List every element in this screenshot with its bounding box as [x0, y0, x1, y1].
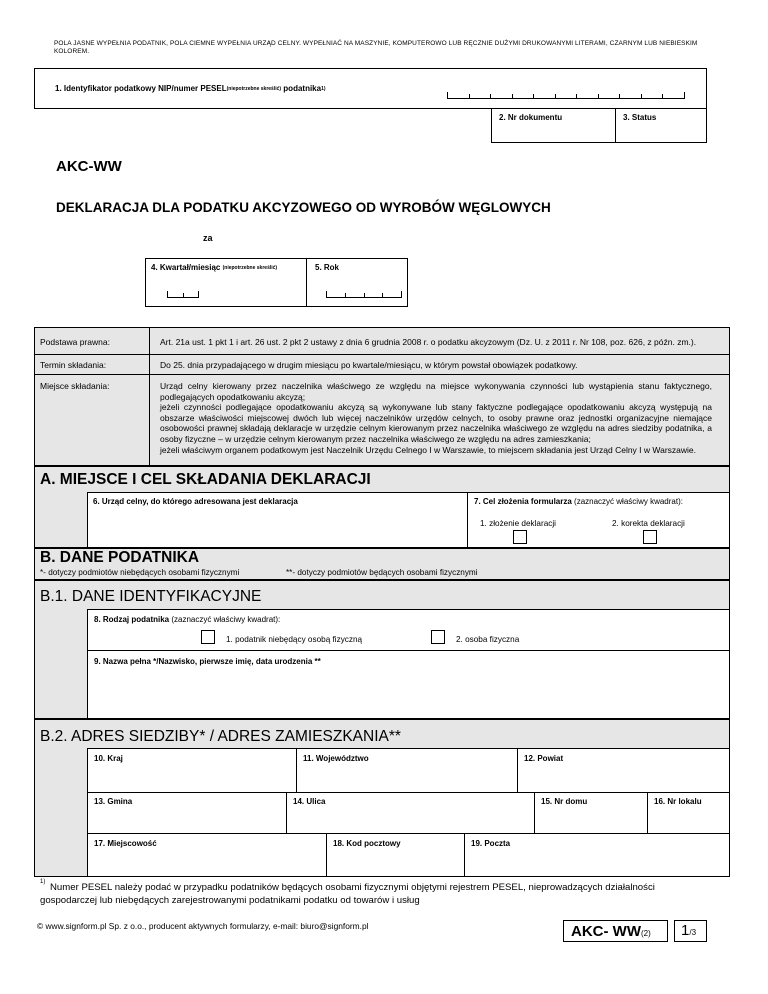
year-comb-field[interactable]	[326, 291, 402, 298]
field-4-text: 4. Kwartał/miesiąc	[151, 263, 221, 272]
field-4-label	[151, 263, 277, 273]
field-19-input[interactable]	[465, 849, 729, 876]
option-zlozenie-label: 1. złożenie deklaracji	[480, 519, 557, 528]
footnote-sup: 1)	[40, 879, 46, 885]
field-14-input[interactable]	[287, 807, 533, 832]
divider	[34, 354, 730, 355]
field-16-label: 16. Nr lokalu	[654, 797, 702, 806]
checkbox-fizyczna[interactable]	[431, 630, 445, 644]
header-instructions: POLA JASNE WYPEŁNIA PODATNIK, POLA CIEMNE WYPEŁNIA URZĄD CELNY. WYPEŁNIAĆ NA MASZYNIE, KOMPUTEROWO LUB RĘCZNIE DUŻYMI DRUKOWANYMI LITERAMI, CZARNYM LUB NIEBIESKIM KOLOREM.	[54, 40, 698, 55]
field-5-label: 5. Rok	[315, 263, 340, 272]
field-18-label: 18. Kod pocztowy	[333, 839, 401, 848]
page-number	[681, 922, 696, 939]
footnote-text	[50, 881, 730, 894]
field-1-note: (niepotrzebne skreślić)	[226, 86, 282, 92]
field-18-input[interactable]	[327, 849, 463, 876]
field-11-input[interactable]	[297, 764, 516, 791]
page-number-current: 1	[681, 922, 690, 939]
divider	[87, 792, 730, 793]
section-b-note-1: *- dotyczy podmiotów niebędących osobami fizycznymi	[40, 568, 240, 577]
field-12-input[interactable]	[518, 764, 729, 791]
field-6-label: 6. Urząd celny, do którego adresowana jest deklaracja	[93, 497, 298, 506]
checkbox-korekta[interactable]	[643, 530, 657, 544]
divider	[87, 833, 730, 834]
field-9-label: 9. Nazwa pełna */Nazwisko, pierwsze imię, data urodzenia **	[94, 657, 321, 666]
field-15-label: 15. Nr domu	[541, 797, 588, 806]
field-10-label: 10. Kraj	[94, 754, 123, 763]
field-14-label: 14. Ulica	[293, 797, 326, 806]
field-9-input[interactable]	[87, 668, 730, 718]
footer-code-text: AKC- WW	[571, 923, 641, 940]
miejsce-text-1: Urząd celny kierowany przez naczelnika właściwego ze względu na miejsce wykonywania czynności lub wystąpienia stanu faktycznego, podlegających opodatkowaniu akcyzą;	[160, 381, 712, 402]
option-korekta-label: 2. korekta deklaracji	[612, 519, 685, 528]
section-b-note-2: **- dotyczy podmiotów będących osobami fizycznymi	[286, 568, 478, 577]
form-code: AKC-WW	[56, 158, 122, 175]
field-1-suffix: podatnika	[283, 84, 322, 93]
checkbox-zlozenie[interactable]	[513, 530, 527, 544]
za-label: za	[203, 233, 213, 243]
field-13-label: 13. Gmina	[94, 797, 133, 806]
divider	[34, 374, 730, 375]
field-7-note: (zaznaczyć właściwy kwadrat):	[574, 497, 683, 506]
section-b1-title: B.1. DANE IDENTYFIKACYJNE	[40, 588, 262, 605]
field-13-input[interactable]	[88, 807, 285, 832]
field-17-label: 17. Miejscowość	[94, 839, 157, 848]
section-b-title: B. DANE PODATNIKA	[40, 549, 200, 566]
footnote-line-2: gospodarczej lub niebędących zarejestrowanymi podatnikami podatku od towarów i usług	[40, 895, 420, 906]
field-1-label	[55, 84, 326, 94]
section-a-title: A. MIEJSCE I CEL SKŁADANIA DEKLARACJI	[40, 471, 371, 488]
field-4-note: (niepotrzebne skreślić)	[222, 265, 278, 271]
field-2-label: 2. Nr dokumentu	[499, 113, 563, 122]
field-8-label	[94, 615, 280, 625]
footnote-line-1: Numer PESEL należy podać w przypadku podatników będących osobami fizycznymi objętymi rejestrem PESEL, nieprowadzących działalności	[50, 882, 655, 893]
checkbox-niefizyczna[interactable]	[201, 630, 215, 644]
field-12-label: 12. Powiat	[524, 754, 564, 763]
field-17-input[interactable]	[88, 849, 325, 876]
option-niefizyczna-label: 1. podatnik niebędący osobą fizyczną	[226, 635, 363, 644]
field-16-input[interactable]	[648, 807, 729, 832]
divider	[306, 258, 307, 307]
nip-comb-field[interactable]	[447, 92, 685, 99]
divider	[467, 492, 468, 548]
miejsce-label: Miejsce składania:	[40, 381, 110, 391]
copyright: © www.signform.pl Sp. z o.o., producent aktywnych formularzy, e-mail: biuro@signform.pl	[37, 921, 369, 931]
divider	[149, 327, 150, 466]
field-10-input[interactable]	[88, 764, 295, 791]
divider	[615, 108, 616, 143]
field-11-label: 11. Województwo	[303, 754, 369, 763]
field-8-note: (zaznaczyć właściwy kwadrat):	[171, 615, 281, 624]
miejsce-text-2: jeżeli czynności podlegające opodatkowaniu akcyzą są wykonywane lub stany faktyczne podlegające opodatkowaniu akcyzą występują na obszarze właściwości miejscowej dwóch lub więcej naczelników urzędów celnych, to osoby prawne oraz jednostki organizacyjne niemające osobowości prawnej składają deklaracje w urzędzie celnym kierowanym przez naczelnika właściwego ze względu na adres siedziby podatnika, a osoby fizyczne – w urzędzie celnym kierowanym przez naczelnika właściwego ze względu na adres zamieszkania;	[160, 402, 712, 444]
section-b2-title: B.2. ADRES SIEDZIBY* / ADRES ZAMIESZKANIA**	[40, 728, 401, 745]
field-19-label: 19. Poczta	[471, 839, 511, 848]
footer-code-sub: (2)	[640, 929, 651, 938]
field-7-label	[474, 497, 683, 507]
field-3-label: 3. Status	[623, 113, 657, 122]
page-number-total: /3	[689, 928, 697, 937]
field-7-text: 7. Cel złożenia formularza	[474, 497, 572, 506]
field-1-sup: 1)	[321, 86, 326, 92]
termin-text: Do 25. dnia przypadającego w drugim miesiącu po kwartale/miesiącu, w którym powstał obowiązek podatkowy.	[160, 360, 578, 370]
podstawa-text: Art. 21a ust. 1 pkt 1 i art. 26 ust. 2 pkt 2 ustawy z dnia 6 grudnia 2008 r. o podatku akcyzowym (Dz. U. z 2011 r. Nr 108, poz. 626, z późn. zm.).	[160, 337, 697, 347]
miejsce-text-3: jeżeli właściwym organem podatkowym jest Naczelnik Urzędu Celnego I w Warszawie, to miejscem składania jest Urząd Celny I w Warszawie.	[160, 445, 696, 455]
form-title: DEKLARACJA DLA PODATKU AKCYZOWEGO OD WYROBÓW WĘGLOWYCH	[56, 200, 551, 215]
option-fizyczna-label: 2. osoba fizyczna	[456, 635, 520, 644]
termin-label: Termin składania:	[40, 360, 107, 370]
field-1-text: 1. Identyfikator podatkowy NIP/numer PESEL	[55, 84, 227, 93]
divider	[87, 650, 730, 651]
field-15-input[interactable]	[535, 807, 646, 832]
field-8-text: 8. Rodzaj podatnika	[94, 615, 170, 624]
month-comb-field[interactable]	[167, 291, 199, 298]
footer-code	[571, 923, 651, 940]
podstawa-label: Podstawa prawna:	[40, 337, 110, 347]
field-6-input[interactable]	[87, 506, 467, 548]
